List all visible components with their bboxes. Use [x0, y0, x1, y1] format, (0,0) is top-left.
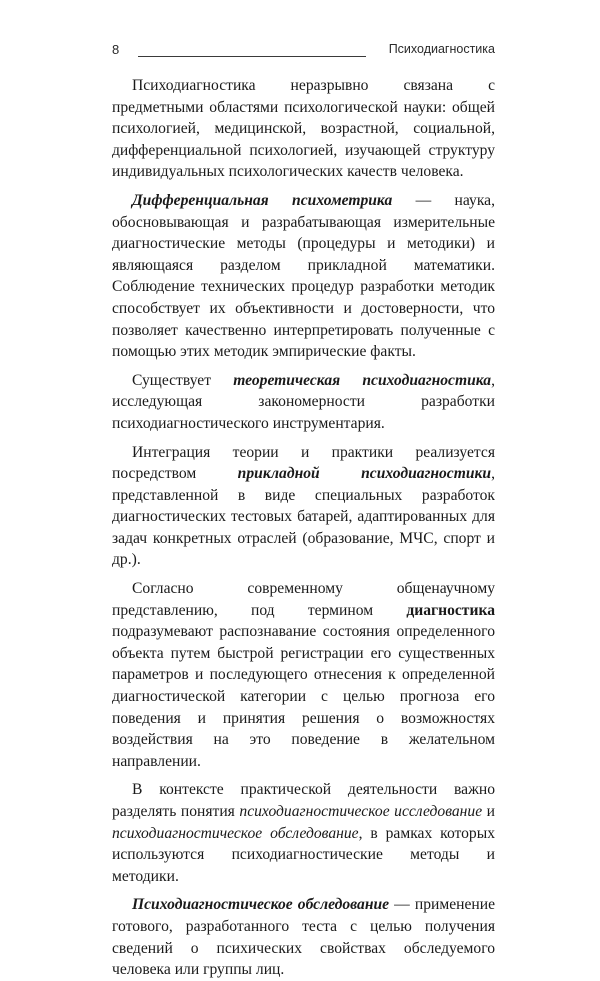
paragraph-examination-definition: [112, 894, 495, 980]
term-psychodiagnostic-examination: Психодиагностическое обследование: [132, 896, 390, 914]
page-header: [112, 40, 495, 64]
page-number: 8: [112, 42, 120, 57]
paragraph-text-after: , исследующая закономерности разработки психодиагностического инструментария.: [112, 371, 495, 432]
term-examination: психодиагностическое обследование: [112, 824, 359, 842]
term-theoretical-psychodiagnostics: теоретическая психодиагностика: [233, 371, 492, 389]
paragraph-text-after: подразумевают распознавание состояния определенного объекта путем быстрой регистрации его существенных параметров и последующего отнесения к определенной диагностической категории с целью прогноза его поведения и принятия решения о возможностях воздействия на это поведение в желательном направлении.: [112, 623, 495, 770]
paragraph-text: — наука, обосновывающая и разрабатывающая измерительные диагностические методы (процедуры и методики) и являющаяся разделом прикладной математики. Соблюдение технических процедур разработки методик способствует их объективности и достоверности, что позволяет качественно интерпретировать полученные с помощью этих методик эмпирические факты.: [112, 191, 495, 361]
paragraph-text-before: В контексте практической деятельности важно разделять понятия: [112, 781, 495, 820]
header-rule: [138, 56, 366, 57]
paragraph-differential-psychometrics: [112, 190, 495, 363]
paragraph-text-middle: и: [482, 803, 496, 820]
paragraph-text-after: , представленной в виде специальных разработок диагностических тестовых батарей, адаптированных для задач конкретных отраслей (образование, МЧС, спорт и др.).: [112, 465, 495, 569]
paragraph-applied: [112, 442, 495, 572]
paragraph-text: — применение готового, разработанного теста с целью получения сведений о психических свойствах обследуемого человека или группы лиц.: [112, 896, 495, 979]
paragraph-text-after: , в рамках которых используются психодиагностические методы и методики.: [112, 824, 496, 885]
term-differential-psychometrics: Дифференциальная психометрика: [132, 191, 393, 209]
paragraph-text-before: Существует: [132, 371, 234, 389]
running-title: Психодиагностика: [388, 42, 495, 56]
paragraph-theoretical: [112, 370, 495, 435]
body-text: [112, 75, 495, 981]
term-applied-psychodiagnostics: прикладной психодиагностики: [237, 465, 492, 483]
paragraph-intro: [112, 75, 495, 183]
paragraph-context: [112, 779, 495, 887]
paragraph-text-before: Интеграция теории и практики реализуется посредством: [112, 443, 495, 483]
paragraph-diagnostics: [112, 578, 495, 772]
term-diagnostics: диагностика: [406, 601, 495, 619]
term-research: психодиагностическое исследование: [239, 803, 483, 820]
paragraph-text: Психодиагностика неразрывно связана с предметными областями психологической науки: общей психологией, медицинской, возрастной, социальной, дифференциальной психологией, изучающей структуру индивидуальных психологических качеств человека.: [112, 77, 495, 181]
paragraph-text-before: Согласно современному общенаучному представлению, под термином: [112, 580, 495, 619]
